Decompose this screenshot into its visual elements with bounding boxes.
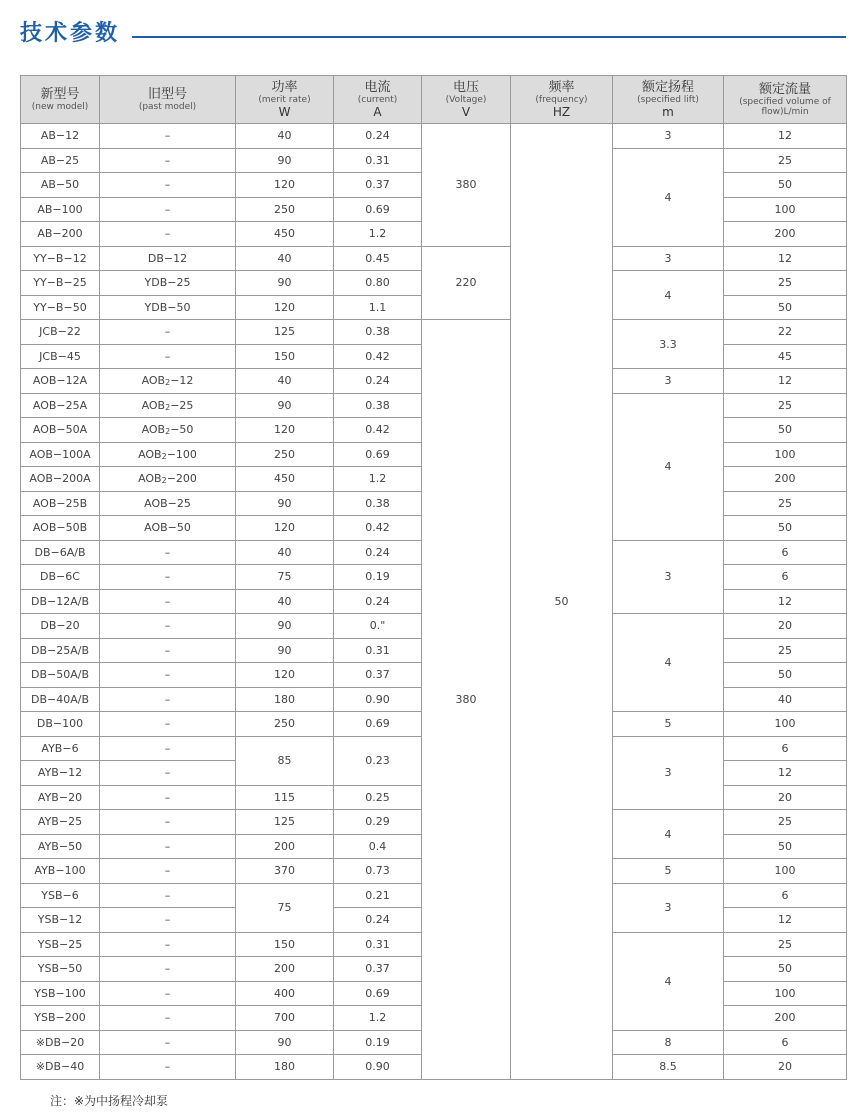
cell-flow: 50	[724, 173, 847, 198]
cell-new-model: DB−6A/B	[21, 540, 100, 565]
cell-new-model: DB−40A/B	[21, 687, 100, 712]
cell-current: 0.24	[334, 124, 422, 149]
cell-flow: 50	[724, 663, 847, 688]
cell-old-model: –	[100, 124, 236, 149]
cell-new-model: DB−50A/B	[21, 663, 100, 688]
old-model-suffix: −200	[166, 472, 197, 486]
cell-new-model: YSB−100	[21, 981, 100, 1006]
cell-current: 0.69	[334, 442, 422, 467]
cell-frequency: 50	[511, 124, 613, 1080]
header-sublabel: (past model)	[138, 102, 197, 112]
cell-flow: 12	[724, 761, 847, 786]
cell-power: 400	[236, 981, 334, 1006]
cell-current: 0.23	[334, 736, 422, 785]
cell-current: 0.42	[334, 516, 422, 541]
cell-new-model: AYB−12	[21, 761, 100, 786]
cell-new-model: AOB−12A	[21, 369, 100, 394]
cell-flow: 100	[724, 712, 847, 737]
cell-old-model: YDB−50	[100, 295, 236, 320]
cell-old-model: –	[100, 1006, 236, 1031]
cell-new-model: YSB−50	[21, 957, 100, 982]
header-sublabel: (specified volume of flow)L/min	[739, 97, 831, 117]
header-label: 新型号	[40, 87, 80, 102]
cell-current: 0.24	[334, 908, 422, 933]
cell-power: 90	[236, 1030, 334, 1055]
cell-flow: 100	[724, 981, 847, 1006]
cell-new-model: JCB−22	[21, 320, 100, 345]
cell-current: 0.90	[334, 687, 422, 712]
cell-new-model: YY−B−50	[21, 295, 100, 320]
cell-flow: 6	[724, 540, 847, 565]
header-label: 额定流量	[758, 82, 811, 97]
header-unit: A	[373, 105, 382, 119]
cell-flow: 50	[724, 516, 847, 541]
cell-voltage: 380	[422, 124, 511, 247]
cell-old-model: –	[100, 785, 236, 810]
old-model-base: AOB	[141, 374, 166, 388]
header-power	[236, 76, 334, 124]
cell-power: 90	[236, 148, 334, 173]
header-label: 电压	[452, 80, 479, 95]
cell-old-model: AOB−50	[100, 516, 236, 541]
cell-current: 0.37	[334, 173, 422, 198]
cell-flow: 12	[724, 589, 847, 614]
cell-current: 0.37	[334, 957, 422, 982]
cell-old-model: –	[100, 810, 236, 835]
cell-power: 180	[236, 1055, 334, 1080]
header-lift	[613, 76, 724, 124]
cell-lift: 4	[613, 810, 724, 859]
cell-new-model: DB−100	[21, 712, 100, 737]
title-divider	[132, 36, 846, 38]
cell-old-model: DB−12	[100, 246, 236, 271]
cell-old-model: –	[100, 589, 236, 614]
cell-lift: 4	[613, 614, 724, 712]
cell-current: 1.1	[334, 295, 422, 320]
cell-flow: 6	[724, 883, 847, 908]
spec-table	[20, 75, 847, 1080]
cell-flow: 12	[724, 246, 847, 271]
cell-current: 0.69	[334, 712, 422, 737]
cell-new-model: YY−B−25	[21, 271, 100, 296]
header-unit: V	[461, 105, 471, 119]
table-row	[21, 320, 847, 345]
cell-power: 40	[236, 589, 334, 614]
cell-current: 1.2	[334, 222, 422, 247]
cell-current: 0.19	[334, 1030, 422, 1055]
cell-lift: 8.5	[613, 1055, 724, 1080]
old-model-subscript: 2	[165, 427, 171, 437]
cell-current: 0."	[334, 614, 422, 639]
cell-power: 75	[236, 883, 334, 932]
header-sublabel: (specified lift)	[637, 95, 699, 105]
cell-current: 0.24	[334, 589, 422, 614]
cell-current: 0.73	[334, 859, 422, 884]
cell-power: 125	[236, 810, 334, 835]
cell-power: 250	[236, 442, 334, 467]
cell-power: 125	[236, 320, 334, 345]
cell-old-model: –	[100, 712, 236, 737]
cell-old-model: –	[100, 883, 236, 908]
cell-power: 180	[236, 687, 334, 712]
cell-power: 450	[236, 222, 334, 247]
header-new-model	[21, 76, 100, 124]
cell-old-model	[100, 369, 236, 394]
cell-old-model: –	[100, 222, 236, 247]
header-frequency	[511, 76, 613, 124]
cell-flow: 25	[724, 810, 847, 835]
cell-new-model: AB−12	[21, 124, 100, 149]
cell-flow: 12	[724, 124, 847, 149]
header-unit: W	[278, 105, 291, 119]
cell-new-model: JCB−45	[21, 344, 100, 369]
header-voltage	[422, 76, 511, 124]
cell-old-model: –	[100, 148, 236, 173]
cell-old-model: –	[100, 565, 236, 590]
cell-lift: 5	[613, 859, 724, 884]
cell-current: 0.38	[334, 320, 422, 345]
cell-power: 40	[236, 246, 334, 271]
cell-lift: 3	[613, 124, 724, 149]
cell-voltage: 380	[422, 320, 511, 1080]
cell-flow: 6	[724, 736, 847, 761]
cell-new-model: AB−100	[21, 197, 100, 222]
cell-new-model: AYB−6	[21, 736, 100, 761]
cell-power: 90	[236, 614, 334, 639]
cell-flow: 50	[724, 295, 847, 320]
cell-lift: 3	[613, 369, 724, 394]
cell-old-model: –	[100, 540, 236, 565]
cell-power: 120	[236, 173, 334, 198]
cell-new-model: DB−25A/B	[21, 638, 100, 663]
old-model-base: AOB	[138, 447, 162, 461]
cell-new-model: AOB−25A	[21, 393, 100, 418]
cell-power: 200	[236, 957, 334, 982]
cell-new-model: DB−20	[21, 614, 100, 639]
cell-power: 370	[236, 859, 334, 884]
cell-current: 0.90	[334, 1055, 422, 1080]
old-model-base: AOB	[138, 472, 162, 486]
header-old-model	[100, 76, 236, 124]
cell-old-model: –	[100, 320, 236, 345]
old-model-suffix: −25	[170, 398, 194, 412]
cell-new-model: AOB−200A	[21, 467, 100, 492]
cell-flow: 50	[724, 834, 847, 859]
cell-flow: 25	[724, 638, 847, 663]
cell-old-model: –	[100, 614, 236, 639]
cell-current: 0.69	[334, 197, 422, 222]
cell-power: 115	[236, 785, 334, 810]
cell-power: 120	[236, 663, 334, 688]
cell-flow: 50	[724, 418, 847, 443]
cell-flow: 20	[724, 1055, 847, 1080]
cell-flow: 200	[724, 467, 847, 492]
cell-flow: 100	[724, 197, 847, 222]
cell-current: 0.29	[334, 810, 422, 835]
cell-old-model	[100, 393, 236, 418]
cell-current: 0.42	[334, 344, 422, 369]
cell-power: 90	[236, 393, 334, 418]
old-model-subscript: 2	[165, 402, 171, 412]
footnote: 注：※为中扬程冷却泵	[50, 1094, 169, 1108]
cell-current: 1.2	[334, 467, 422, 492]
header-label: 旧型号	[147, 87, 187, 102]
header-sublabel: (Voltage)	[445, 95, 487, 105]
cell-lift: 3	[613, 736, 724, 810]
cell-power: 450	[236, 467, 334, 492]
cell-new-model: AOB−50A	[21, 418, 100, 443]
cell-power: 250	[236, 712, 334, 737]
header-flow	[724, 76, 847, 124]
cell-new-model: AYB−100	[21, 859, 100, 884]
table-body	[21, 124, 847, 1080]
cell-new-model: AOB−100A	[21, 442, 100, 467]
cell-power: 40	[236, 124, 334, 149]
cell-power: 75	[236, 565, 334, 590]
cell-flow: 200	[724, 222, 847, 247]
old-model-suffix: −12	[170, 374, 194, 388]
cell-lift: 8	[613, 1030, 724, 1055]
cell-current: 0.38	[334, 393, 422, 418]
old-model-subscript: 2	[165, 378, 171, 388]
cell-flow: 20	[724, 785, 847, 810]
cell-old-model: –	[100, 761, 236, 786]
cell-old-model: –	[100, 344, 236, 369]
cell-power: 85	[236, 736, 334, 785]
cell-flow: 6	[724, 1030, 847, 1055]
cell-flow: 25	[724, 932, 847, 957]
cell-old-model: –	[100, 197, 236, 222]
cell-flow: 20	[724, 614, 847, 639]
cell-current: 0.4	[334, 834, 422, 859]
cell-old-model: –	[100, 173, 236, 198]
cell-new-model: YSB−25	[21, 932, 100, 957]
cell-current: 0.24	[334, 540, 422, 565]
cell-flow: 100	[724, 859, 847, 884]
cell-new-model: DB−12A/B	[21, 589, 100, 614]
header-sublabel: (new model)	[31, 102, 89, 112]
cell-old-model: –	[100, 687, 236, 712]
old-model-base: AOB	[141, 423, 166, 437]
cell-current: 0.45	[334, 246, 422, 271]
cell-current: 0.31	[334, 638, 422, 663]
cell-new-model: AYB−20	[21, 785, 100, 810]
cell-power: 150	[236, 932, 334, 957]
cell-current: 0.80	[334, 271, 422, 296]
cell-current: 0.31	[334, 932, 422, 957]
cell-old-model: –	[100, 834, 236, 859]
cell-current: 0.37	[334, 663, 422, 688]
header-current	[334, 76, 422, 124]
old-model-suffix: −100	[166, 447, 197, 461]
table-row	[21, 246, 847, 271]
cell-flow: 25	[724, 148, 847, 173]
cell-current: 1.2	[334, 1006, 422, 1031]
cell-current: 0.24	[334, 369, 422, 394]
cell-power: 250	[236, 197, 334, 222]
cell-power: 90	[236, 491, 334, 516]
cell-lift: 4	[613, 393, 724, 540]
cell-voltage: 220	[422, 246, 511, 320]
header-unit: HZ	[552, 105, 571, 119]
cell-new-model: AB−25	[21, 148, 100, 173]
cell-old-model: –	[100, 908, 236, 933]
cell-flow: 50	[724, 957, 847, 982]
cell-old-model: –	[100, 1030, 236, 1055]
cell-lift: 3.3	[613, 320, 724, 369]
cell-old-model: –	[100, 638, 236, 663]
cell-new-model: DB−6C	[21, 565, 100, 590]
old-model-subscript: 2	[161, 476, 167, 486]
cell-lift: 3	[613, 540, 724, 614]
cell-power: 90	[236, 638, 334, 663]
cell-power: 120	[236, 516, 334, 541]
cell-current: 0.21	[334, 883, 422, 908]
cell-flow: 100	[724, 442, 847, 467]
cell-current: 0.69	[334, 981, 422, 1006]
cell-power: 200	[236, 834, 334, 859]
cell-lift: 5	[613, 712, 724, 737]
table-header-row	[21, 76, 847, 124]
cell-flow: 25	[724, 491, 847, 516]
cell-old-model: –	[100, 932, 236, 957]
cell-power: 120	[236, 418, 334, 443]
cell-new-model: AOB−25B	[21, 491, 100, 516]
cell-old-model	[100, 418, 236, 443]
cell-old-model: AOB−25	[100, 491, 236, 516]
cell-lift: 4	[613, 932, 724, 1030]
cell-new-model: YSB−6	[21, 883, 100, 908]
cell-new-model: ※DB−40	[21, 1055, 100, 1080]
table-row	[21, 124, 847, 149]
cell-new-model: YSB−12	[21, 908, 100, 933]
cell-power: 40	[236, 369, 334, 394]
cell-old-model	[100, 467, 236, 492]
header-label: 额定扬程	[641, 80, 694, 95]
cell-new-model: AOB−50B	[21, 516, 100, 541]
page-title: 技术参数	[20, 21, 121, 46]
old-model-suffix: −50	[170, 423, 194, 437]
cell-new-model: YSB−200	[21, 1006, 100, 1031]
cell-lift: 4	[613, 148, 724, 246]
cell-old-model: –	[100, 736, 236, 761]
cell-new-model: AB−50	[21, 173, 100, 198]
header-unit: m	[662, 105, 674, 119]
cell-old-model: –	[100, 663, 236, 688]
cell-old-model: YDB−25	[100, 271, 236, 296]
cell-new-model: YY−B−12	[21, 246, 100, 271]
cell-old-model: –	[100, 981, 236, 1006]
cell-new-model: AYB−50	[21, 834, 100, 859]
old-model-subscript: 2	[161, 451, 167, 461]
cell-flow: 40	[724, 687, 847, 712]
cell-old-model: –	[100, 957, 236, 982]
cell-current: 0.19	[334, 565, 422, 590]
cell-power: 700	[236, 1006, 334, 1031]
cell-flow: 6	[724, 565, 847, 590]
cell-new-model: AYB−25	[21, 810, 100, 835]
cell-flow: 200	[724, 1006, 847, 1031]
cell-current: 0.38	[334, 491, 422, 516]
cell-flow: 25	[724, 271, 847, 296]
cell-current: 0.31	[334, 148, 422, 173]
cell-old-model	[100, 442, 236, 467]
cell-current: 0.42	[334, 418, 422, 443]
cell-current: 0.25	[334, 785, 422, 810]
cell-old-model: –	[100, 859, 236, 884]
header-sublabel: (current)	[357, 95, 398, 105]
cell-flow: 45	[724, 344, 847, 369]
cell-power: 90	[236, 271, 334, 296]
header-label: 电流	[364, 80, 391, 95]
cell-flow: 22	[724, 320, 847, 345]
cell-flow: 25	[724, 393, 847, 418]
cell-power: 40	[236, 540, 334, 565]
header-sublabel: (merit rate)	[258, 95, 311, 105]
cell-lift: 3	[613, 246, 724, 271]
title-row	[20, 14, 846, 54]
cell-new-model: ※DB−20	[21, 1030, 100, 1055]
cell-lift: 3	[613, 883, 724, 932]
cell-flow: 12	[724, 369, 847, 394]
header-label: 频率	[548, 80, 575, 95]
cell-power: 150	[236, 344, 334, 369]
cell-power: 120	[236, 295, 334, 320]
cell-flow: 12	[724, 908, 847, 933]
cell-lift: 4	[613, 271, 724, 320]
old-model-base: AOB	[141, 398, 166, 412]
cell-new-model: AB−200	[21, 222, 100, 247]
cell-old-model: –	[100, 1055, 236, 1080]
header-sublabel: (frequency)	[535, 95, 588, 105]
header-label: 功率	[271, 80, 298, 95]
